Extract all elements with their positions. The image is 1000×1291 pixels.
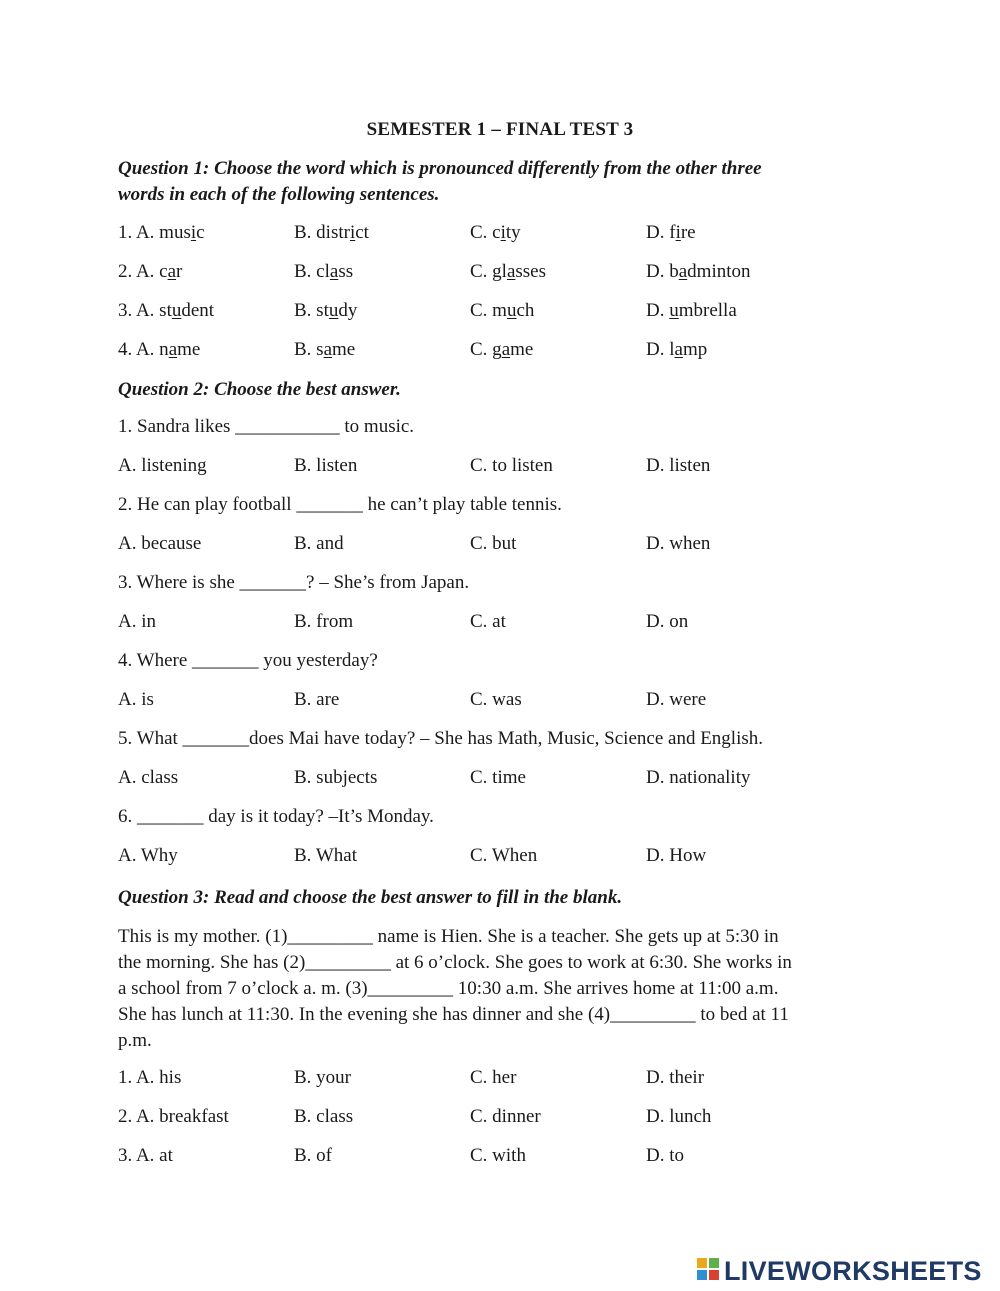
question-1-heading-line-2: words in each of the following sentences.: [118, 184, 440, 205]
underlined-letter: u: [171, 300, 182, 321]
passage-line-5: p.m.: [118, 1030, 152, 1051]
underlined-letter: a: [329, 261, 339, 282]
option-c[interactable]: C. game: [470, 339, 534, 360]
option-b[interactable]: B. class: [294, 1106, 354, 1127]
option-a[interactable]: A. is: [118, 689, 154, 710]
question-2-item-6-options: [118, 845, 898, 871]
option-d[interactable]: D. their: [646, 1067, 705, 1088]
option-b[interactable]: B. of: [294, 1145, 332, 1166]
option-b[interactable]: B. same: [294, 339, 356, 360]
option-a[interactable]: A. listening: [118, 455, 207, 476]
option-c[interactable]: C. her: [470, 1067, 517, 1088]
option-b[interactable]: B. district: [294, 222, 369, 243]
question-1-row-3: [118, 300, 898, 326]
question-1-row-1: [118, 222, 898, 248]
option-a[interactable]: A. class: [118, 767, 179, 788]
option-d[interactable]: D. How: [646, 845, 707, 866]
option-d[interactable]: D. when: [646, 533, 711, 554]
passage-line-3: a school from 7 o’clock a. m. (3)_________ 10:30 a.m. She arrives home at 11:00 a.m.: [118, 978, 779, 999]
option-d[interactable]: D. fire: [646, 222, 696, 243]
underlined-letter: a: [506, 261, 516, 282]
underlined-letter: u: [328, 300, 339, 321]
underlined-letter: a: [168, 339, 178, 360]
option-c[interactable]: C. was: [470, 689, 522, 710]
option-b[interactable]: B. class: [294, 261, 354, 282]
option-d[interactable]: D. umbrella: [646, 300, 737, 321]
option-d[interactable]: D. were: [646, 689, 707, 710]
question-2-item-4-options: [118, 689, 898, 715]
option-c[interactable]: C. but: [470, 533, 517, 554]
option-a[interactable]: 1. A. his: [118, 1067, 182, 1088]
option-a[interactable]: A. because: [118, 533, 202, 554]
question-3-row-2: [118, 1106, 898, 1132]
passage-line-4: She has lunch at 11:30. In the evening she has dinner and she (4)_________ to bed at 11: [118, 1004, 789, 1025]
question-1-row-4: [118, 339, 898, 365]
underlined-letter: u: [669, 300, 679, 321]
underlined-letter: i: [500, 222, 506, 243]
option-b[interactable]: B. listen: [294, 455, 358, 476]
option-b[interactable]: B. from: [294, 611, 354, 632]
underlined-letter: i: [349, 222, 356, 243]
underlined-letter: a: [678, 261, 688, 282]
question-1-heading: [118, 156, 878, 208]
option-b[interactable]: B. What: [294, 845, 357, 866]
question-2-item-6-text: 6. _______ day is it today? –It’s Monday.: [118, 806, 434, 827]
option-a[interactable]: A. in: [118, 611, 156, 632]
option-d[interactable]: D. lamp: [646, 339, 708, 360]
question-2-item-1-text: 1. Sandra likes ___________ to music.: [118, 416, 415, 437]
question-2-item-4-text: 4. Where _______ you yesterday?: [118, 650, 378, 671]
question-2-item-2-options: [118, 533, 898, 559]
page-title: SEMESTER 1 – FINAL TEST 3: [366, 119, 634, 140]
underlined-letter: i: [675, 222, 681, 243]
option-b[interactable]: B. study: [294, 300, 358, 321]
option-d[interactable]: D. nationality: [646, 767, 751, 788]
option-c[interactable]: C. time: [470, 767, 526, 788]
option-c[interactable]: C. When: [470, 845, 538, 866]
question-2-item-3-text: 3. Where is she _______? – She’s from Japan.: [118, 572, 470, 593]
option-a[interactable]: 3. A. at: [118, 1145, 173, 1166]
option-c[interactable]: C. city: [470, 222, 521, 243]
reading-passage: [118, 924, 874, 1054]
option-d[interactable]: D. lunch: [646, 1106, 712, 1127]
question-2-item-5-options: [118, 767, 898, 793]
option-b[interactable]: B. are: [294, 689, 340, 710]
passage-line-1: This is my mother. (1)_________ name is Hien. She is a teacher. She gets up at 5:30 in: [118, 926, 779, 947]
question-1-heading-line-1: Question 1: Choose the word which is pronounced differently from the other three: [118, 158, 762, 179]
option-c[interactable]: C. to listen: [470, 455, 553, 476]
underlined-letter: a: [501, 339, 511, 360]
question-2-item-2-text: 2. He can play football _______ he can’t play table tennis.: [118, 494, 562, 515]
option-c[interactable]: C. with: [470, 1145, 526, 1166]
question-3-row-1: [118, 1067, 898, 1093]
option-c[interactable]: C. glasses: [470, 261, 547, 282]
option-b[interactable]: B. subjects: [294, 767, 378, 788]
liveworksheets-logo-text: LIVEWORKSHEETS: [724, 1255, 982, 1286]
option-d[interactable]: D. to: [646, 1145, 684, 1166]
option-a[interactable]: 2. A. breakfast: [118, 1106, 229, 1127]
question-2-item-1-options: [118, 455, 898, 481]
question-3-row-3: [118, 1145, 898, 1171]
underlined-letter: a: [323, 339, 333, 360]
underlined-letter: u: [506, 300, 517, 321]
option-a[interactable]: 2. A. car: [118, 261, 183, 282]
option-d[interactable]: D. on: [646, 611, 689, 632]
liveworksheets-logo-icon: [697, 1258, 721, 1284]
option-b[interactable]: B. and: [294, 533, 344, 554]
question-2-item-5-text: 5. What _______does Mai have today? – She has Math, Music, Science and English.: [118, 728, 763, 749]
option-b[interactable]: B. your: [294, 1067, 351, 1088]
underlined-letter: a: [674, 339, 683, 360]
option-c[interactable]: C. at: [470, 611, 506, 632]
question-1-row-2: [118, 261, 898, 287]
option-c[interactable]: C. much: [470, 300, 535, 321]
passage-line-2: the morning. She has (2)_________ at 6 o’clock. She goes to work at 6:30. She works in: [118, 952, 792, 973]
option-a[interactable]: 3. A. student: [118, 300, 215, 321]
question-3-heading: Question 3: Read and choose the best answer to fill in the blank.: [118, 887, 623, 908]
liveworksheets-logo: [697, 1256, 982, 1286]
question-2-heading: Question 2: Choose the best answer.: [118, 379, 401, 400]
option-a[interactable]: A. Why: [118, 845, 178, 866]
underlined-letter: a: [167, 261, 177, 282]
option-a[interactable]: 4. A. name: [118, 339, 201, 360]
option-d[interactable]: D. listen: [646, 455, 711, 476]
option-c[interactable]: C. dinner: [470, 1106, 541, 1127]
option-a[interactable]: 1. A. music: [118, 222, 205, 243]
question-2-item-3-options: [118, 611, 898, 637]
underlined-letter: i: [190, 222, 197, 243]
option-d[interactable]: D. badminton: [646, 261, 751, 282]
